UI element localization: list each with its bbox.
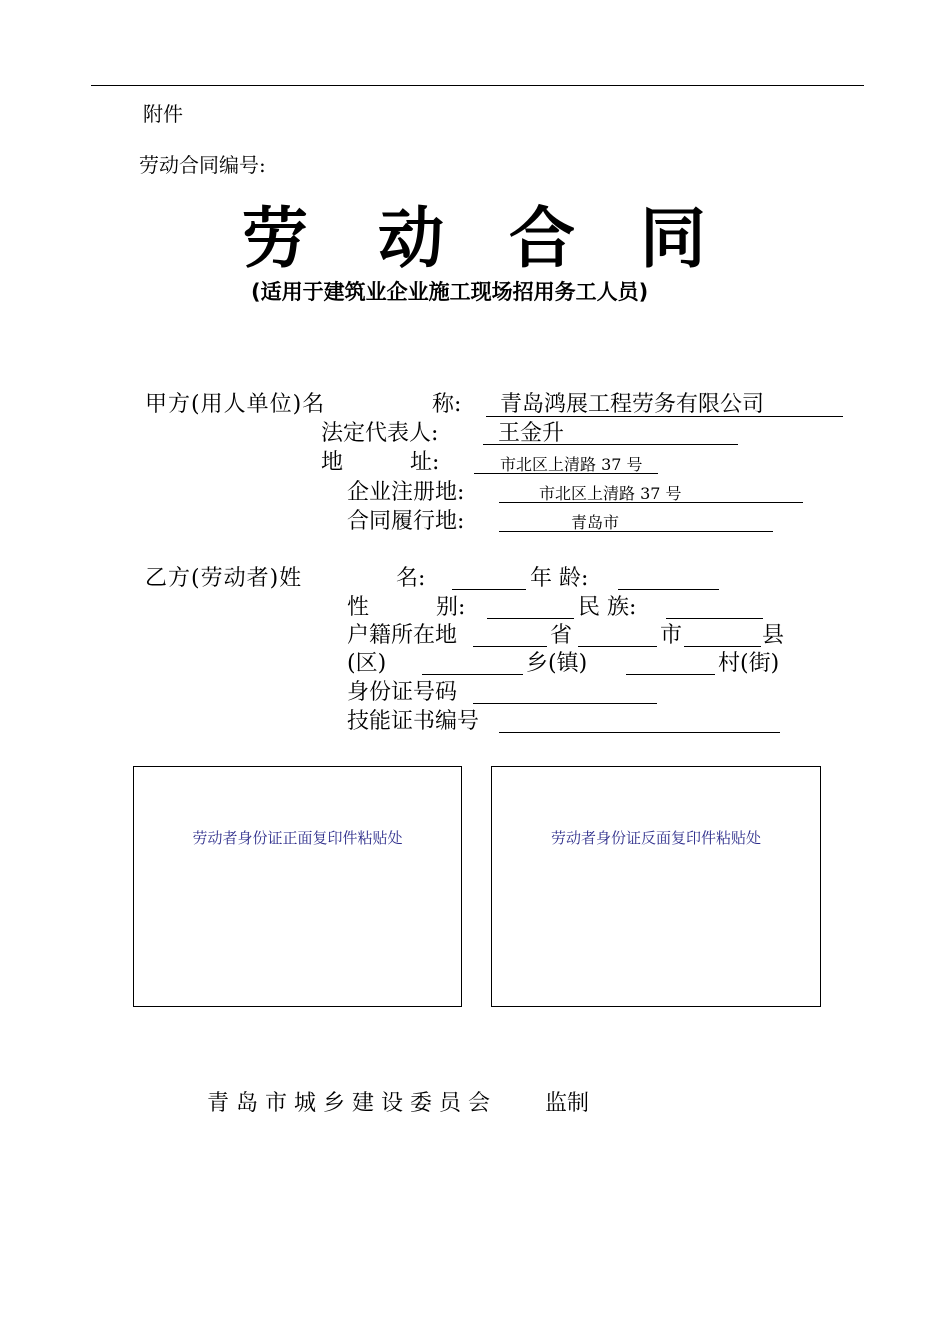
supervise-label: 监制 [545,1091,590,1116]
district-field[interactable] [422,674,523,675]
ethnicity-field[interactable] [666,618,763,619]
county-label: 县 [762,623,785,648]
id-number-field[interactable] [473,703,657,704]
address-underline [474,473,658,474]
title-char-4: 同 [640,200,706,277]
reg-place-value: 市北区上清路 37 号 [539,484,682,503]
header-rule [91,85,864,86]
reg-place-label: 企业注册地: [347,480,465,505]
id-back-paste-box [491,766,821,1007]
party-a-name-value: 青岛鸿展工程劳务有限公司 [500,392,765,417]
ethnicity-label: 民 族: [578,595,637,620]
address-value: 市北区上清路 37 号 [500,455,643,474]
attachment-label: 附件 [143,102,183,126]
party-a-heading: 甲方(用人单位)名 [145,392,326,417]
perf-place-value: 青岛市 [571,513,620,532]
gender-label-1: 性 [347,595,370,620]
skill-cert-label: 技能证书编号 [347,709,480,734]
gender-field[interactable] [487,618,574,619]
city-field[interactable] [578,646,657,647]
party-a-name-label: 称: [432,392,462,417]
title-char-1: 劳 [242,200,308,277]
perf-place-label: 合同履行地: [347,509,465,534]
province-field[interactable] [473,646,547,647]
party-a-name-underline [486,416,843,417]
reg-place-underline [499,502,803,503]
age-label: 年 龄: [530,566,589,591]
legal-rep-value: 王金升 [498,421,565,446]
household-label: 户籍所在地 [347,623,458,648]
title-char-3: 合 [509,200,575,277]
perf-place-underline [499,531,773,532]
id-number-label: 身份证号码 [347,680,458,705]
county-field[interactable] [684,646,761,647]
city-label: 市 [660,623,683,648]
contract-number-label: 劳动合同编号: [139,153,266,177]
province-label: 省 [550,623,573,648]
township-label: 乡(镇) [526,651,588,676]
gender-label-2: 别: [436,595,466,620]
subtitle: (适用于建筑业企业施工现场招用务工人员) [251,280,649,304]
legal-rep-label: 法定代表人: [321,421,439,446]
address-label-1: 地 [321,450,344,475]
township-field[interactable] [626,674,715,675]
party-b-name-label: 名: [396,566,426,591]
title-char-2: 动 [378,200,444,277]
issuer: 青 岛 市 城 乡 建 设 委 员 会 [207,1091,490,1116]
village-label: 村(街) [718,651,780,676]
legal-rep-underline [483,444,738,445]
district-label: (区) [347,651,387,676]
id-front-paste-box [133,766,462,1007]
skill-cert-field[interactable] [499,732,780,733]
address-label-2: 址: [410,450,440,475]
party-b-heading: 乙方(劳动者)姓 [145,566,303,591]
age-field[interactable] [618,589,719,590]
id-back-caption: 劳动者身份证反面复印件粘贴处 [550,829,761,847]
id-front-caption: 劳动者身份证正面复印件粘贴处 [192,829,403,847]
party-b-name-field[interactable] [452,589,526,590]
